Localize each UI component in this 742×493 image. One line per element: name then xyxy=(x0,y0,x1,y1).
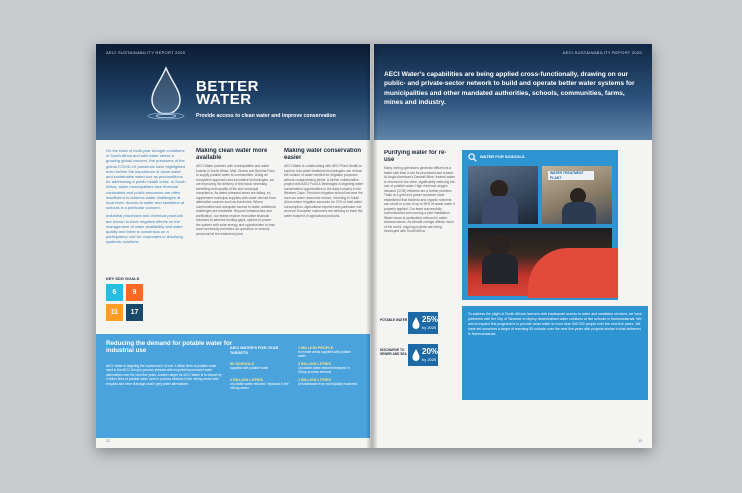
search-icon xyxy=(468,153,477,162)
intro-text-2: Industrial processes and chemical products are known to have negative effects on the management of water availability and water quality and there is consensus on a participatory role for corporates in resolving systemic solutions. xyxy=(106,213,183,245)
photo-child-at-tank xyxy=(468,228,612,296)
photo-man-drinking xyxy=(468,166,538,224)
page-title: BETTER WATER xyxy=(196,78,259,108)
stat-year: by 2025 xyxy=(422,357,437,362)
spine-shadow xyxy=(366,44,378,448)
page-number: 12 xyxy=(106,439,110,443)
water-drop-icon xyxy=(146,66,186,122)
target-item: 1 MILLION PEOPLE in remote areas supplied with potable water xyxy=(298,346,351,358)
running-head: AECI SUSTAINABILITY REPORT 2020 xyxy=(562,50,642,55)
target-item: 2 BILLION LITRES of potable water reduced/replaced in Group process streams xyxy=(298,362,350,374)
panel-heading: WATER FOR SCHOOLS xyxy=(480,154,525,159)
stat-box xyxy=(408,344,438,366)
sdg-badge: 17 xyxy=(126,304,143,321)
stat-box xyxy=(408,312,438,334)
left-page xyxy=(96,44,370,448)
stat-label: DISCHARGE TO SEWER AND SEA xyxy=(380,348,407,356)
page-subtitle: Provide access to clean water and improve conservation xyxy=(196,113,336,119)
section-body: Many mining operations generate effluent at a faster rate than it can be processed and reused. At Anglo American's Dawmill Mine, treated water is returned to the mine, significantly reducing the use of potable water. High chemical oxygen demand (COD) effluents are a further problem. Trials at a gold and power customer have established that bacteria and organic nutrients can result in a use of up to 90% of waste water if properly applied. Our team successfully commissioned and running a pilot installation. Water reuse is particularly relevant in water-stressed areas. As climate change affects much of the world, ongoing projects are being developed with South Africa. xyxy=(384,166,455,234)
magazine-spread xyxy=(96,44,652,448)
water-drop-icon xyxy=(412,348,420,362)
target-item: 50 SCHOOLS supplied with potable water xyxy=(230,362,269,370)
water-for-schools-panel xyxy=(462,150,618,300)
target-item: 1 BILLION LITRES of wastewater from municipality reclaimed xyxy=(298,378,358,386)
partnership-text: To address the plight of South African learners with inadequate access to water and sanitation services, we have partnered with the City of Tshwane to deploy decentralised water solutions at five schools in Hammanskraal. We aim to expand this programme to provide clean water to more than 500 000 people over the next five years. We have set ourselves a target of reaching 50 schools over the next five years with projects similar to that delivered in Hammanskraal. xyxy=(468,312,642,336)
page-number: 13 xyxy=(638,439,642,443)
section-heading: Making water conservation easier xyxy=(284,148,362,161)
sdg-badge: 11 xyxy=(106,304,123,321)
water-drop-icon xyxy=(412,316,420,330)
intro-column xyxy=(106,148,188,272)
running-head: AECI SUSTAINABILITY REPORT 2020 xyxy=(106,50,186,55)
stat-year: by 2025 xyxy=(422,325,437,330)
section-heading: Purifying water for re-use xyxy=(384,150,447,163)
section-body: AECI Water is collaborating with AECI Plant Health to explore how water treatment technologies can reduce the volume of water needed for irrigation purposes without compromising yields. A further collaborative project with AECI Food & Beverages is targeting water conservation opportunities in the dairy industry in the Western Cape. Precision irrigation should become the norm as water resources reduce, including in South Africa where irrigation accounts for 70% of total water consumption. Agricultural experts have particular role as more European customers are seeking to track the water footprint of agricultural products. xyxy=(284,164,364,218)
stat-label: POTABLE WATER xyxy=(380,318,408,322)
section-heading: Making clean water more available xyxy=(196,148,268,161)
band-body: AECI Water is targeting the replacement of over 2 billion litres of potable water used in the AECI Group's process streams with recycled/reprocessed water alternatives over the next five years. Another target for AECI Water is to reduce by 2 billion litres of potable water used in process streams in the mining sector with recycled and mine drainage and/or grey water alternatives. xyxy=(106,364,222,386)
target-item: 2 BILLION LITRES of potable water reduced / replaced in the mining sector xyxy=(230,378,289,390)
plant-sign: WATER TREATMENT PLANT xyxy=(548,171,594,180)
hero-statement: AECI Water's capabilities are being applied cross-functionally, drawing on our public- and private-sector network to build and operate better water systems for municipalities and other mandated authorities, schools, communities, farms, mines and industry. xyxy=(384,71,635,107)
targets-heading: AECI WATER'S FIVE-YEAR TARGETS xyxy=(230,346,279,355)
right-page xyxy=(374,44,652,448)
column-conservation xyxy=(284,148,364,332)
section-body: AECI Water partners with municipalities and water boards in South Africa, Mali, Ghana and Burkina Faso to supply potable water to communities. Using an ecosystem approach and innovative technologies, we are improving the delivery of this basic necessity, benefiting both quality of life and municipal compliance. As water-stressed areas are falling, so supplement municipal supplies with water derived from alternative sources such as boreholes. Where communities lack adequate access to water, additional challenges are inevitable. Beyond infrastructure and purification, our teams explore innovative financial solutions to address funding gaps, options to power the system with solar energy and opportunities to train local community members as operators or security personnel at the treatment plant. xyxy=(196,164,276,236)
band-heading: Reducing the demand for potable water for industrial use xyxy=(106,340,233,354)
intro-text: On the back of multi-year drought conditions in South Africa and with water stress a growing global concern, the pressures of the global COVID-19 pandemic have highlighted even further the importance of clean water and sustainable water use as preconditions for addressing a public health crisis. In South Africa, water municipalities face financial constraints and public resources are often insufficient to address water challenges at local level. Access to water and sanitation at schools is a particular concern. xyxy=(106,148,186,211)
stat-percent: 20% xyxy=(422,347,439,356)
sdg-badge: 9 xyxy=(126,284,143,301)
column-clean-water xyxy=(196,148,276,332)
stat-percent: 25% xyxy=(422,315,439,324)
photo-treatment-plant xyxy=(542,166,612,224)
schools-partnership-box xyxy=(462,306,648,400)
sdg-heading: KEY SDG GOALS xyxy=(106,276,140,281)
sdg-badge: 6 xyxy=(106,284,123,301)
